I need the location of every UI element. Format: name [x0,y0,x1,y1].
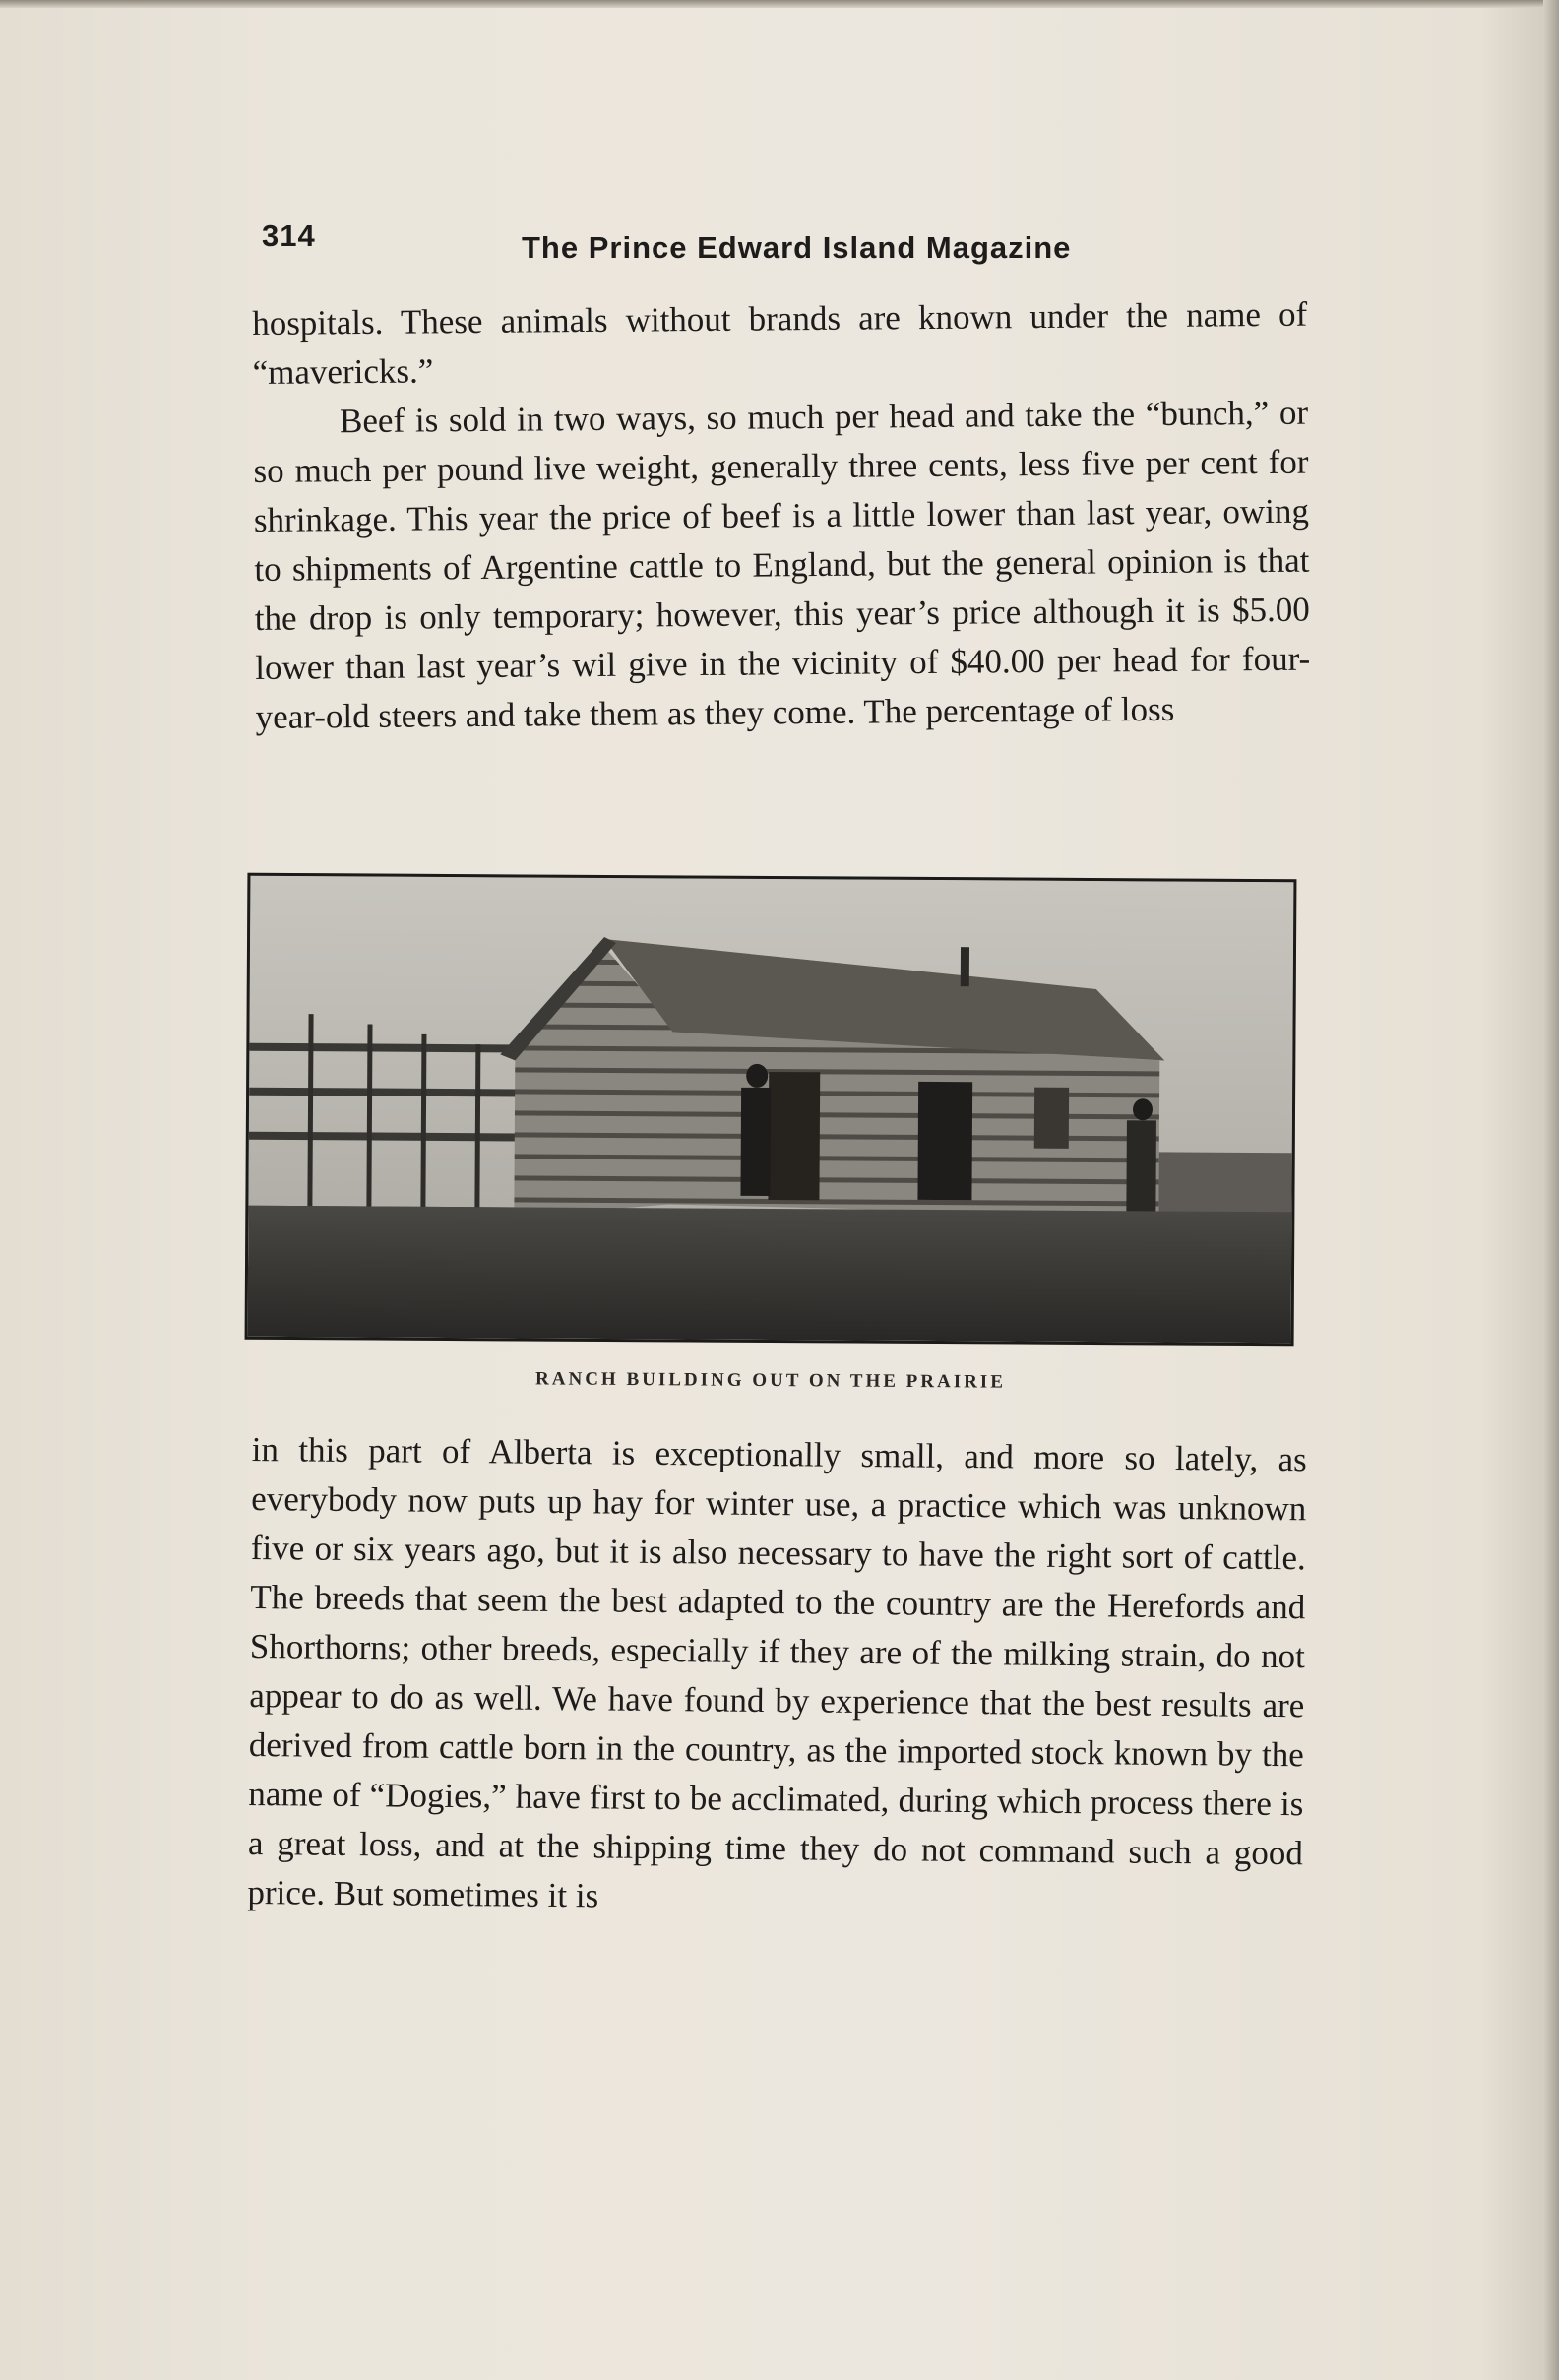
body-text-top [252,290,1311,742]
page-top-edge [0,0,1559,8]
running-header [262,211,1305,270]
ranch-building-photo [245,873,1297,1347]
paragraph: in this part of Alberta is exceptionally small, and more so lately, as everybody now puts up hay for winter use, a practice which was unknown five or six years ago, but it is also necessary to have the right sort of cattle. The breeds that seem the best adapted to the country are the Herefords and Shorthorns; other breeds, especially if they are of the milking strain, do not appear to do as well. We have found by experience that the best results are derived from cattle born in the country, as the imported stock known by the name of “Dogies,” have first to be acclimated, during which process there is a great loss, and at the shipping time they do not command such a good price. But sometimes it is [247,1429,1307,1915]
running-title: The Prince Edward Island Magazine [522,230,1072,265]
photo-illustration [248,876,1294,1343]
paragraph: hospitals. These animals without brands are known under the name of “mavericks.” [252,294,1308,392]
figure-caption: RANCH BUILDING OUT ON THE PRAIRIE [535,1368,1006,1393]
page-right-edge [1543,0,1559,2380]
body-text-bottom [247,1425,1307,1927]
paragraph: Beef is sold in two ways, so much per head and take the “bunch,” or so much per pound live weight, generally three cents, less five per cent for shrinkage. This year the price of beef is a little lower than last year, owing to shipments of Argentine cattle to England, but the general opinion is that the drop is only temporary; however, this year’s price although it is $5.00 lower than last year’s wil give in the vicinity of $40.00 per head for four-year-old steers and take them as they come. The percentage of loss [253,393,1311,736]
page-number: 314 [262,219,316,253]
